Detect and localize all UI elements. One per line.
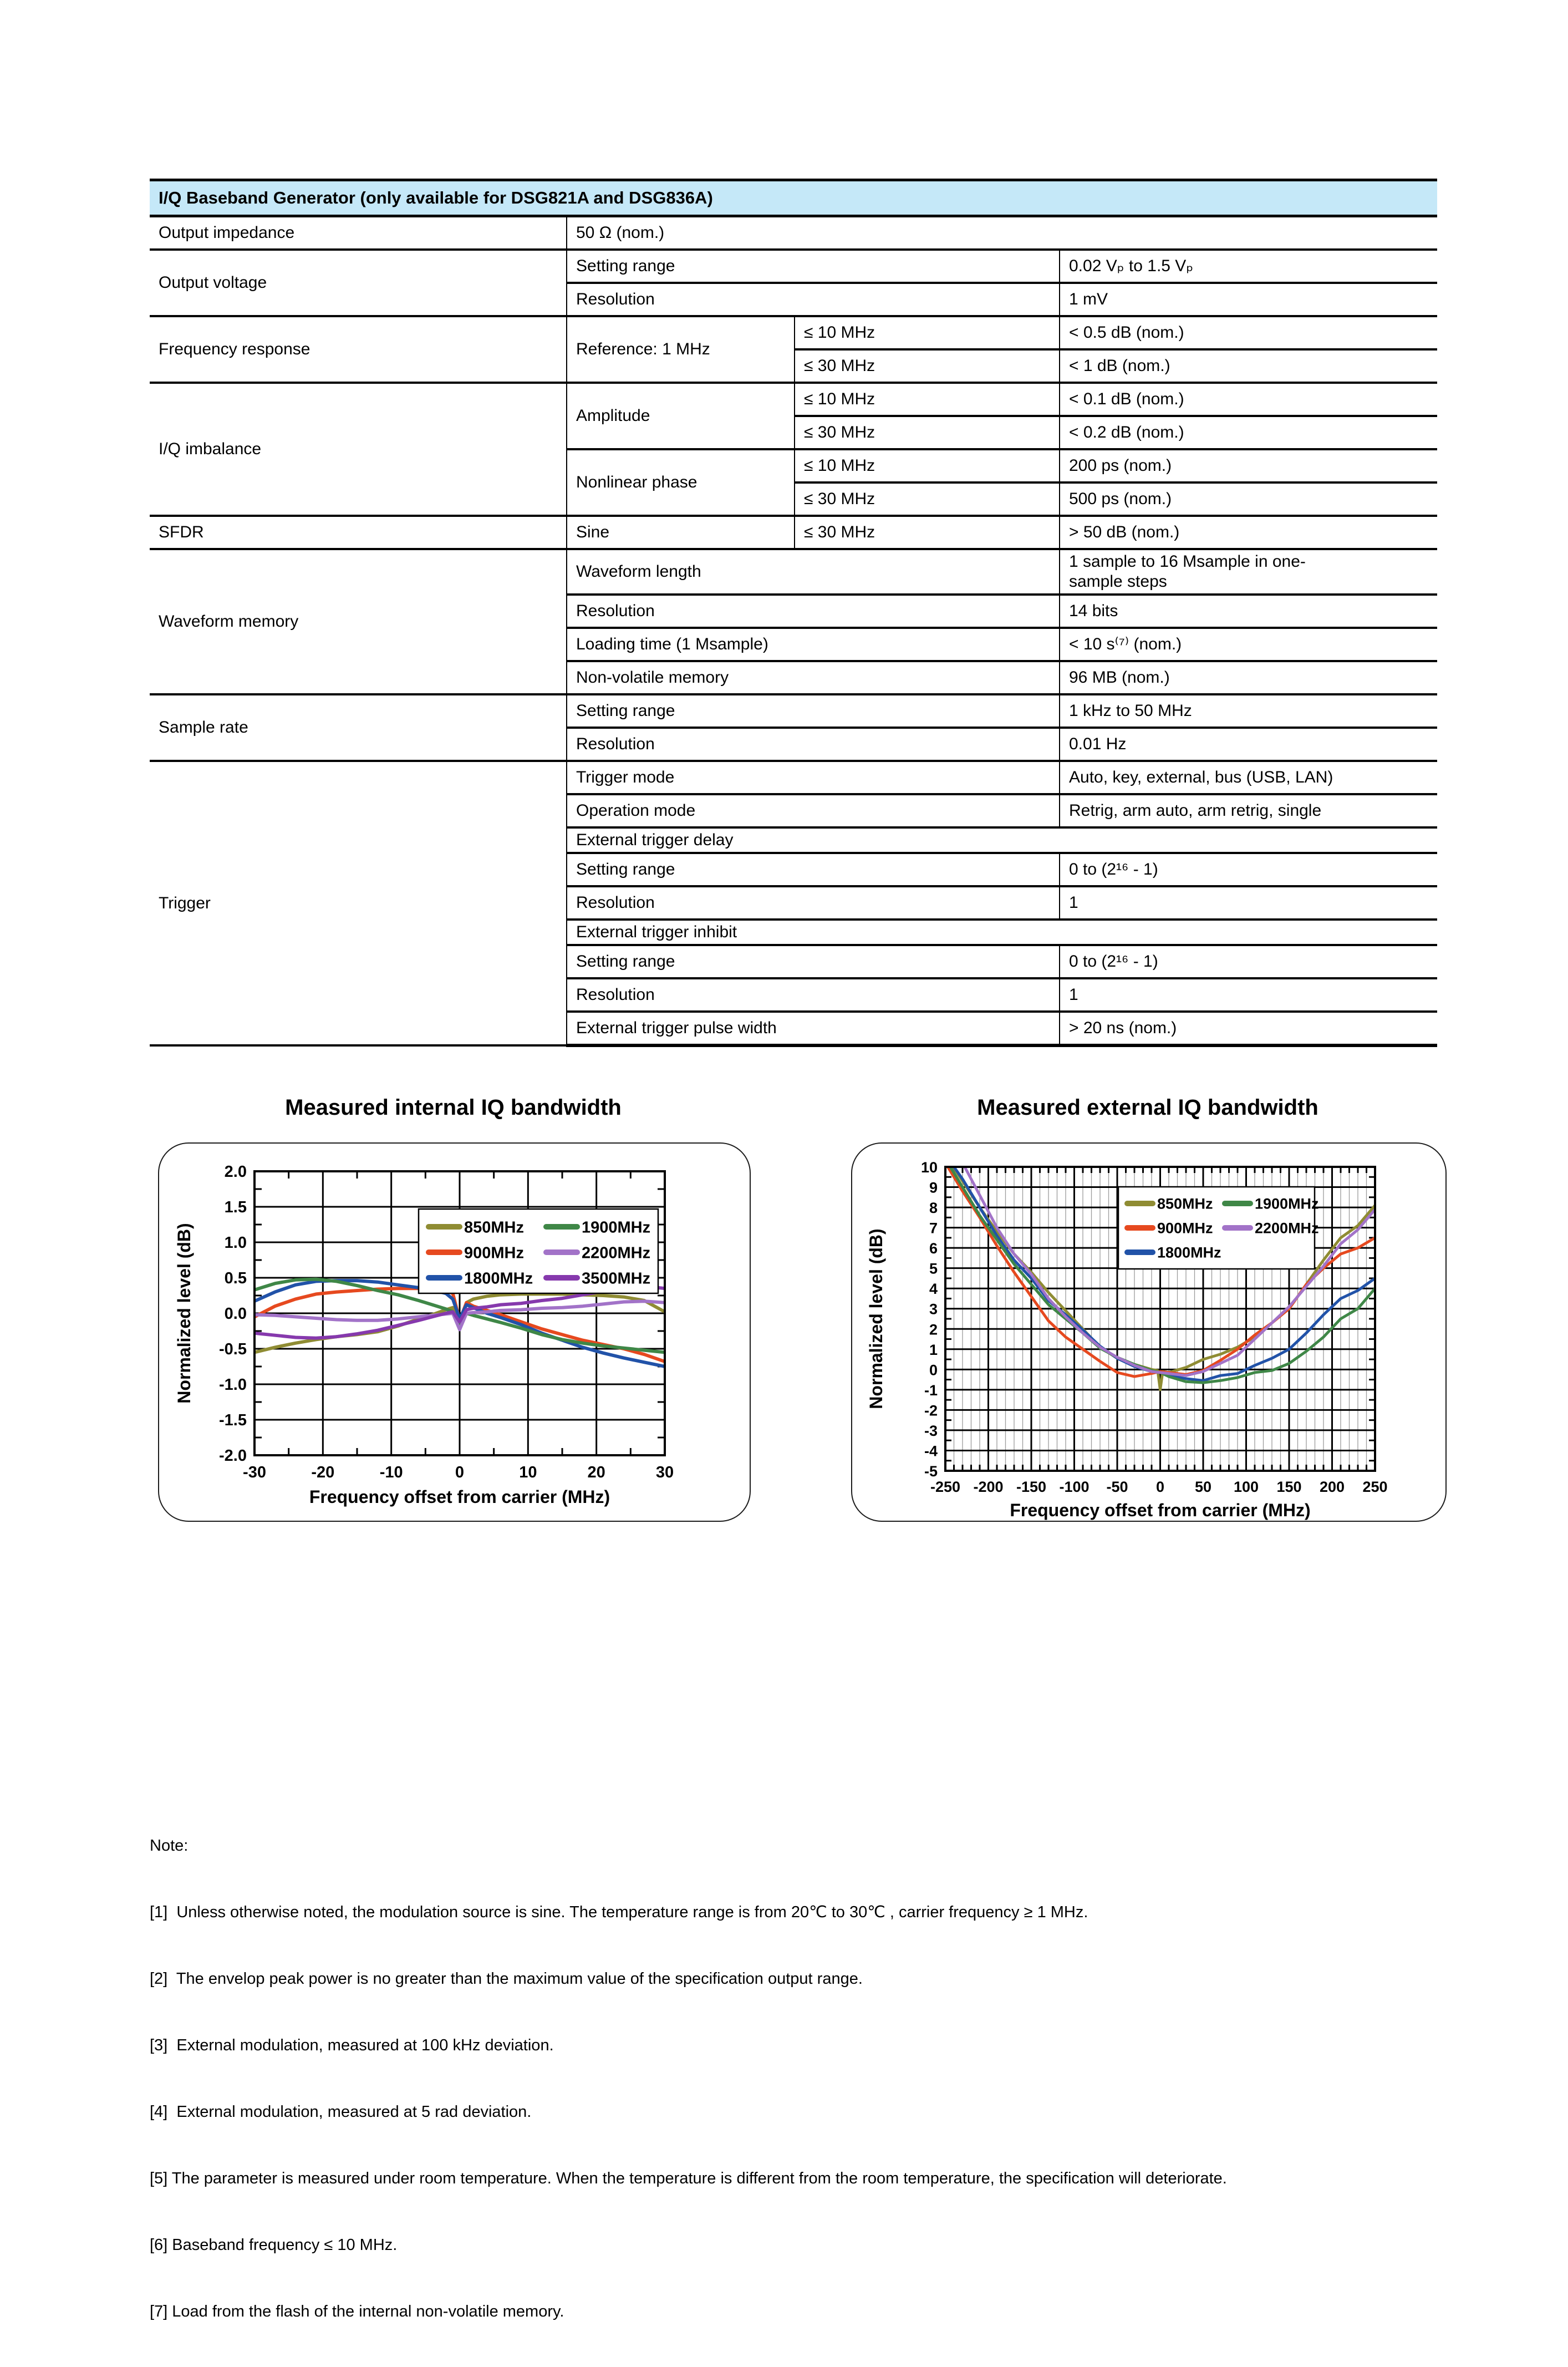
- svg-text:1: 1: [929, 1341, 938, 1358]
- table-row: [150, 516, 1437, 549]
- svg-text:250: 250: [1362, 1479, 1388, 1495]
- spec-cell: Trigger: [150, 761, 567, 1045]
- external-iq-chart-card: [851, 1142, 1447, 1522]
- table-row: [150, 694, 1437, 728]
- svg-text:0.5: 0.5: [224, 1269, 247, 1287]
- spec-cell: 1 kHz to 50 MHz: [1060, 694, 1437, 728]
- spec-cell: 500 ps (nom.): [1060, 482, 1437, 516]
- spec-cell: Loading time (1 Msample): [567, 628, 1060, 661]
- spec-cell: 14 bits: [1060, 595, 1437, 628]
- spec-cell: Resolution: [567, 595, 1060, 628]
- legend-label-1900MHz: 1900MHz: [582, 1218, 651, 1237]
- svg-text:150: 150: [1276, 1479, 1302, 1495]
- table-row: [150, 180, 1437, 216]
- spec-cell: < 0.5 dB (nom.): [1060, 316, 1437, 349]
- svg-text:6: 6: [929, 1240, 938, 1257]
- svg-text:-200: -200: [973, 1479, 1004, 1495]
- spec-cell: Waveform length: [567, 549, 1060, 595]
- svg-text:5: 5: [929, 1260, 938, 1277]
- spec-cell: > 20 ns (nom.): [1060, 1012, 1437, 1045]
- legend-label-900MHz: 900MHz: [1157, 1220, 1213, 1237]
- svg-text:2: 2: [929, 1321, 938, 1338]
- y-axis-label: Normalized level (dB): [174, 1223, 194, 1404]
- note-item: [7] Load from the flash of the internal non-volatile memory.: [150, 2303, 564, 2320]
- svg-text:-1.0: -1.0: [219, 1376, 247, 1394]
- spec-cell: External trigger delay: [567, 827, 1437, 853]
- y-axis-label: Normalized level (dB): [866, 1228, 886, 1409]
- note-item: [1] Unless otherwise noted, the modulation source is sine. The temperature range is from 20℃ to 30℃ , carrier frequency ≥ 1 MHz.: [150, 1903, 1088, 1921]
- spec-cell: Sine: [567, 516, 795, 549]
- notes-section: [150, 1790, 1436, 2367]
- x-axis-label: Frequency offset from carrier (MHz): [1010, 1500, 1311, 1520]
- svg-text:0: 0: [1155, 1479, 1165, 1495]
- spec-cell: Amplitude: [567, 383, 795, 449]
- svg-text:-2.0: -2.0: [219, 1447, 247, 1465]
- spec-cell: Sample rate: [150, 694, 567, 761]
- table-row: [150, 316, 1437, 349]
- svg-text:0: 0: [929, 1362, 938, 1379]
- spec-cell: 50 Ω (nom.): [567, 216, 1437, 250]
- svg-text:-4: -4: [924, 1442, 938, 1460]
- note-item: [5] The parameter is measured under room temperature. When the temperature is different from the room temperature, the specification will deteriorate.: [150, 2170, 1227, 2187]
- spec-cell: Output voltage: [150, 250, 567, 316]
- spec-cell: Operation mode: [567, 794, 1060, 827]
- spec-table: [150, 179, 1437, 1047]
- spec-cell: < 0.2 dB (nom.): [1060, 416, 1437, 449]
- svg-text:3: 3: [929, 1301, 938, 1318]
- spec-cell: Output impedance: [150, 216, 567, 250]
- svg-text:0: 0: [455, 1464, 465, 1481]
- svg-text:-1.5: -1.5: [219, 1411, 247, 1429]
- spec-cell: 1: [1060, 978, 1437, 1012]
- svg-text:-2: -2: [924, 1402, 938, 1419]
- notes-label: Note:: [150, 1837, 189, 1855]
- note-item: [4] External modulation, measured at 5 rad deviation.: [150, 2103, 532, 2121]
- svg-text:-3: -3: [924, 1422, 938, 1439]
- external-iq-chart-title: Measured external IQ bandwidth: [977, 1095, 1318, 1120]
- spec-cell: Resolution: [567, 978, 1060, 1012]
- spec-cell: < 0.1 dB (nom.): [1060, 383, 1437, 416]
- note-item: [3] External modulation, measured at 100 kHz deviation.: [150, 2036, 554, 2054]
- svg-text:10: 10: [920, 1159, 938, 1176]
- svg-text:1.0: 1.0: [224, 1234, 247, 1252]
- table-row: [150, 216, 1437, 250]
- spec-cell: ≤ 10 MHz: [795, 449, 1060, 482]
- svg-text:-50: -50: [1106, 1479, 1128, 1495]
- legend-label-2200MHz: 2200MHz: [582, 1244, 651, 1262]
- svg-text:50: 50: [1194, 1479, 1212, 1495]
- svg-text:-0.5: -0.5: [219, 1340, 247, 1358]
- x-axis-label: Frequency offset from carrier (MHz): [309, 1487, 610, 1507]
- svg-text:7: 7: [929, 1220, 938, 1237]
- table-row: [150, 549, 1437, 595]
- spec-cell: ≤ 30 MHz: [795, 482, 1060, 516]
- spec-cell: > 50 dB (nom.): [1060, 516, 1437, 549]
- spec-cell: Non-volatile memory: [567, 661, 1060, 694]
- svg-text:-30: -30: [243, 1464, 266, 1481]
- svg-text:30: 30: [655, 1464, 674, 1481]
- legend-label-1800MHz: 1800MHz: [464, 1269, 533, 1288]
- spec-cell: 0 to (2¹⁶ - 1): [1060, 945, 1437, 978]
- legend-label-900MHz: 900MHz: [464, 1244, 524, 1262]
- external-iq-chart: [852, 1144, 1445, 1521]
- legend: [419, 1209, 658, 1293]
- svg-text:-250: -250: [930, 1479, 961, 1495]
- spec-cell: Setting range: [567, 250, 1060, 283]
- spec-cell: ≤ 10 MHz: [795, 316, 1060, 349]
- spec-cell: Resolution: [567, 728, 1060, 761]
- spec-cell: < 10 s⁽⁷⁾ (nom.): [1060, 628, 1437, 661]
- svg-text:2.0: 2.0: [224, 1163, 247, 1181]
- table-row: [150, 383, 1437, 416]
- spec-cell: External trigger inhibit: [567, 920, 1437, 945]
- spec-cell: 0 to (2¹⁶ - 1): [1060, 853, 1437, 886]
- spec-cell: Frequency response: [150, 316, 567, 383]
- spec-cell: Auto, key, external, bus (USB, LAN): [1060, 761, 1437, 794]
- svg-text:8: 8: [929, 1200, 938, 1217]
- spec-cell: 0.02 Vₚ to 1.5 Vₚ: [1060, 250, 1437, 283]
- spec-table-section: [150, 179, 1437, 1047]
- spec-cell: Resolution: [567, 886, 1060, 920]
- spec-cell: Nonlinear phase: [567, 449, 795, 516]
- svg-text:-5: -5: [924, 1463, 938, 1480]
- spec-cell: External trigger pulse width: [567, 1012, 1060, 1045]
- svg-text:0.0: 0.0: [224, 1305, 247, 1323]
- legend-label-1900MHz: 1900MHz: [1255, 1195, 1319, 1212]
- spec-cell: 1: [1060, 886, 1437, 920]
- spec-cell: Setting range: [567, 694, 1060, 728]
- legend: [1118, 1187, 1319, 1269]
- spec-cell: Resolution: [567, 283, 1060, 316]
- spec-cell: 1 sample to 16 Msample in one-sample steps: [1060, 549, 1437, 595]
- svg-text:100: 100: [1233, 1479, 1259, 1495]
- note-item: [2] The envelop peak power is no greater than the maximum value of the specification output range.: [150, 1970, 863, 1988]
- spec-cell: Setting range: [567, 853, 1060, 886]
- svg-text:-150: -150: [1016, 1479, 1047, 1495]
- svg-text:20: 20: [587, 1464, 605, 1481]
- internal-iq-chart-title: Measured internal IQ bandwidth: [285, 1095, 622, 1120]
- spec-cell: < 1 dB (nom.): [1060, 349, 1437, 383]
- spec-cell: 96 MB (nom.): [1060, 661, 1437, 694]
- svg-text:-20: -20: [311, 1464, 335, 1481]
- spec-cell: ≤ 30 MHz: [795, 416, 1060, 449]
- svg-text:10: 10: [519, 1464, 537, 1481]
- spec-cell: SFDR: [150, 516, 567, 549]
- table-row: [150, 250, 1437, 283]
- svg-text:4: 4: [929, 1281, 938, 1298]
- legend-label-3500MHz: 3500MHz: [582, 1269, 651, 1288]
- svg-text:200: 200: [1319, 1479, 1345, 1495]
- spec-cell: Trigger mode: [567, 761, 1060, 794]
- spec-cell: Setting range: [567, 945, 1060, 978]
- spec-cell: I/Q Baseband Generator (only available for DSG821A and DSG836A): [150, 180, 1437, 216]
- spec-cell: ≤ 30 MHz: [795, 516, 1060, 549]
- spec-cell: 0.01 Hz: [1060, 728, 1437, 761]
- legend-label-850MHz: 850MHz: [1157, 1195, 1213, 1212]
- spec-cell: Retrig, arm auto, arm retrig, single: [1060, 794, 1437, 827]
- svg-text:-100: -100: [1059, 1479, 1090, 1495]
- internal-iq-chart: [159, 1144, 750, 1521]
- spec-cell: I/Q imbalance: [150, 383, 567, 516]
- legend-label-2200MHz: 2200MHz: [1255, 1220, 1319, 1237]
- spec-cell: Waveform memory: [150, 549, 567, 694]
- spec-cell: Reference: 1 MHz: [567, 316, 795, 383]
- spec-cell: 200 ps (nom.): [1060, 449, 1437, 482]
- spec-table-body: [150, 180, 1437, 1046]
- legend-label-1800MHz: 1800MHz: [1157, 1244, 1221, 1261]
- svg-text:-10: -10: [379, 1464, 403, 1481]
- svg-text:9: 9: [929, 1179, 938, 1196]
- legend-label-850MHz: 850MHz: [464, 1218, 524, 1237]
- svg-text:-1: -1: [924, 1381, 938, 1399]
- note-item: [6] Baseband frequency ≤ 10 MHz.: [150, 2236, 398, 2254]
- internal-iq-chart-card: [158, 1142, 751, 1522]
- spec-cell: ≤ 10 MHz: [795, 383, 1060, 416]
- spec-cell: ≤ 30 MHz: [795, 349, 1060, 383]
- svg-text:1.5: 1.5: [224, 1198, 247, 1216]
- spec-cell: 1 mV: [1060, 283, 1437, 316]
- table-row: [150, 761, 1437, 794]
